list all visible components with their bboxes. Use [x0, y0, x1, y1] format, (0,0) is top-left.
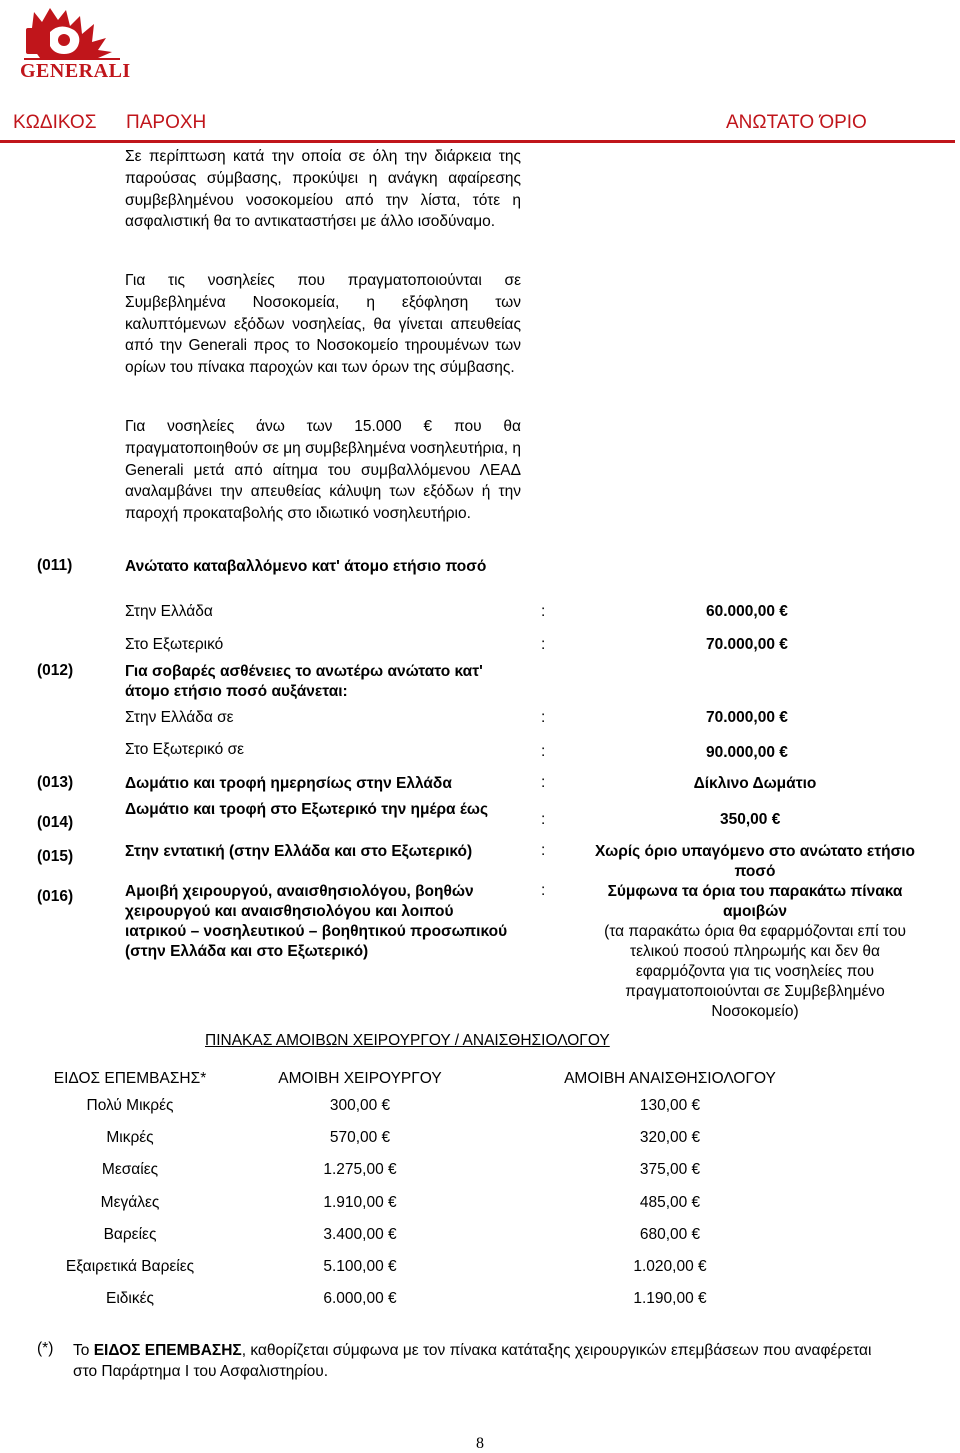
footnote-text: , καθορίζεται σύμφωνα με τον πίνακα κατάταξης χειρουργικών επεμβάσεων που αναφέρεται στο Παράρτημα Ι του Ασφαλιστηρίου.: [73, 1342, 872, 1380]
cell-anesthesiologist-fee: 1.020,00 €: [633, 1258, 707, 1276]
item-label-016: Αμοιβή χειρουργού, αναισθησιολόγου, βοηθών χειρουργού και αναισθησιολόγου και λοιπού ιατρικού – νοσηλευτικού – βοηθητικού προσωπικού (στην Ελλάδα και στο Εξωτερικό): [125, 883, 508, 960]
cell-anesthesiologist-fee: 375,00 €: [639, 1161, 701, 1179]
item-code-012: (012): [37, 662, 74, 679]
cell-anesthesiologist-fee: 680,00 €: [639, 1225, 701, 1243]
item-note-016: (τα παρακάτω όρια θα εφαρμόζονται επί του τελικού ποσού πληρωμής και δεν θα εφαρμόζοντα για τις νοσηλείες που πραγματοποιούνται σε Συμβεβλημένο Νοσοκομείο): [604, 923, 906, 1020]
row-value-abroad: 70.000,00 €: [706, 636, 788, 653]
cell-anesthesiologist-fee: 130,00 €: [639, 1097, 701, 1115]
header-anesthesiologist-fee: ΑΜΟΙΒΗ ΑΝΑΙΣΘΗΣΙΟΛΟΓΟΥ: [564, 1070, 776, 1087]
table-row: [30, 1187, 850, 1219]
row-colon: :: [541, 811, 546, 828]
item-value-015: Χωρίς όριο υπαγόμενο στο ανώτατο ετήσιο ποσό: [595, 843, 916, 880]
row-colon: :: [541, 636, 546, 653]
cell-surgeon-fee: 1.910,00 €: [323, 1193, 397, 1211]
footnote-bold-term: ΕΙΔΟΣ ΕΠΕΜΒΑΣΗΣ: [93, 1342, 242, 1359]
row-value-greece-serious: 70.000,00 €: [706, 709, 788, 726]
item-label-014: Δωμάτιο και τροφή στο Εξωτερικό την ημέρα έως: [125, 801, 489, 818]
row-label-abroad-serious: Στο Εξωτερικό σε: [125, 741, 245, 758]
cell-surgery-type: Μεγάλες: [100, 1193, 160, 1211]
cell-surgeon-fee: 6.000,00 €: [323, 1290, 397, 1308]
header-divider: [0, 140, 955, 143]
column-header-max-limit: ΑΝΩΤΑΤΟ ΌΡΙΟ: [726, 112, 867, 133]
row-value-greece: 60.000,00 €: [706, 603, 788, 620]
footnote: [73, 1340, 893, 1382]
item-label-011: Ανώτατο καταβαλλόμενο κατ' άτομο ετήσιο ποσό: [125, 558, 487, 575]
footnote-mark: (*): [37, 1340, 54, 1357]
row-colon: :: [541, 603, 546, 620]
cell-anesthesiologist-fee: 1.190,00 €: [633, 1290, 707, 1308]
row-colon: :: [541, 743, 546, 760]
item-label-012: Για σοβαρές ασθένειες το ανωτέρω ανώτατο κατ' άτομο ετήσιο ποσό αυξάνεται:: [125, 663, 483, 700]
header-surgery-type: ΕΙΔΟΣ ΕΠΕΜΒΑΣΗΣ*: [53, 1070, 207, 1087]
page-number: 8: [476, 1435, 484, 1452]
item-label-015: Στην εντατική (στην Ελλάδα και στο Εξωτερικό): [125, 843, 473, 860]
item-label-013: Δωμάτιο και τροφή ημερησίως στην Ελλάδα: [125, 775, 452, 792]
cell-surgery-type: Εξαιρετικά Βαρείες: [65, 1258, 195, 1276]
row-colon: :: [541, 842, 546, 859]
row-label-greece-serious: Στην Ελλάδα σε: [125, 709, 234, 726]
paragraph-hospital-replacement: Σε περίπτωση κατά την οποία σε όλη την διάρκεια της παρούσας σύμβασης, προκύψει η ανάγκη αφαίρεσης συμβεβλημένου νοσοκομείου από την λίστα, τότε η ασφαλιστική θα το αντικαταστήσει με άλλο ισοδύναμο.: [125, 148, 521, 231]
row-value-abroad-serious: 90.000,00 €: [706, 744, 788, 761]
paragraph-direct-payment: Για τις νοσηλείες που πραγματοποιούνται σε Συμβεβλημένα Νοσοκομεία, η εξόφληση των καλυπτόμενων εξόδων νοσηλείας, θα γίνεται απευθείας από την Generali προς το Νοσοκομείο τηρουμένων των ορίων του πίνακα παροχών και των όρων της σύμβασης.: [125, 272, 521, 377]
table-row: [30, 1219, 850, 1251]
generali-wordmark: GENERALI: [20, 60, 131, 82]
item-code-013: (013): [37, 774, 74, 791]
fees-table-header-row: [30, 1068, 850, 1090]
item-code-015: (015): [37, 848, 74, 865]
cell-surgeon-fee: 300,00 €: [329, 1097, 391, 1115]
item-code-011: (011): [37, 557, 73, 574]
cell-anesthesiologist-fee: 485,00 €: [639, 1193, 701, 1211]
column-header-benefit: ΠΑΡΟΧΗ: [126, 112, 207, 133]
item-value-014: 350,00 €: [720, 811, 781, 828]
table-row: [30, 1283, 850, 1315]
column-header-code: ΚΩΔΙΚΟΣ: [13, 112, 97, 133]
fees-table-title: ΠΙΝΑΚΑΣ ΑΜΟΙΒΩΝ ΧΕΙΡΟΥΡΓΟΥ / ΑΝΑΙΣΘΗΣΙΟΛΟΓΟΥ: [205, 1032, 610, 1049]
cell-anesthesiologist-fee: 320,00 €: [639, 1129, 701, 1147]
item-code-016: (016): [37, 888, 74, 905]
table-row: [30, 1090, 850, 1122]
cell-surgery-type: Ειδικές: [106, 1290, 154, 1308]
fees-table: [30, 1068, 850, 1315]
cell-surgeon-fee: 3.400,00 €: [323, 1225, 397, 1243]
cell-surgery-type: Μεσαίες: [101, 1161, 159, 1179]
row-colon: :: [541, 882, 546, 899]
footnote-prefix: Το: [73, 1342, 94, 1359]
item-value-013: Δίκλινο Δωμάτιο: [693, 775, 817, 792]
cell-surgery-type: Βαρείες: [103, 1225, 157, 1243]
item-value-016: Σύμφωνα τα όρια του παρακάτω πίνακα αμοιβών: [607, 883, 903, 920]
table-row: [30, 1251, 850, 1283]
header-surgeon-fee: ΑΜΟΙΒΗ ΧΕΙΡΟΥΡΓΟΥ: [278, 1070, 442, 1087]
cell-surgeon-fee: 1.275,00 €: [323, 1161, 397, 1179]
cell-surgeon-fee: 570,00 €: [329, 1129, 391, 1147]
cell-surgery-type: Μικρές: [106, 1129, 154, 1147]
paragraph-non-contracted: Για νοσηλείες άνω των 15.000 € που θα πραγματοποιηθούν σε μη συμβεβλημένα νοσηλευτήρια, η Generali μετά από αίτημα του συμβαλλόμενου ΛΕΑΔ αναλαμβάνει την απευθείας κάλυψη των εξόδων ή την παροχή προκαταβολής στο ιδιωτικό νοσηλευτήριο.: [125, 418, 521, 523]
row-colon: :: [541, 774, 546, 791]
table-row: [30, 1122, 850, 1154]
table-row: [30, 1154, 850, 1186]
row-label-greece: Στην Ελλάδα: [125, 603, 213, 620]
row-label-abroad: Στο Εξωτερικό: [125, 636, 224, 653]
row-colon: :: [541, 709, 546, 726]
item-code-014: (014): [37, 814, 74, 831]
cell-surgeon-fee: 5.100,00 €: [323, 1258, 397, 1276]
cell-surgery-type: Πολύ Μικρές: [86, 1097, 174, 1115]
